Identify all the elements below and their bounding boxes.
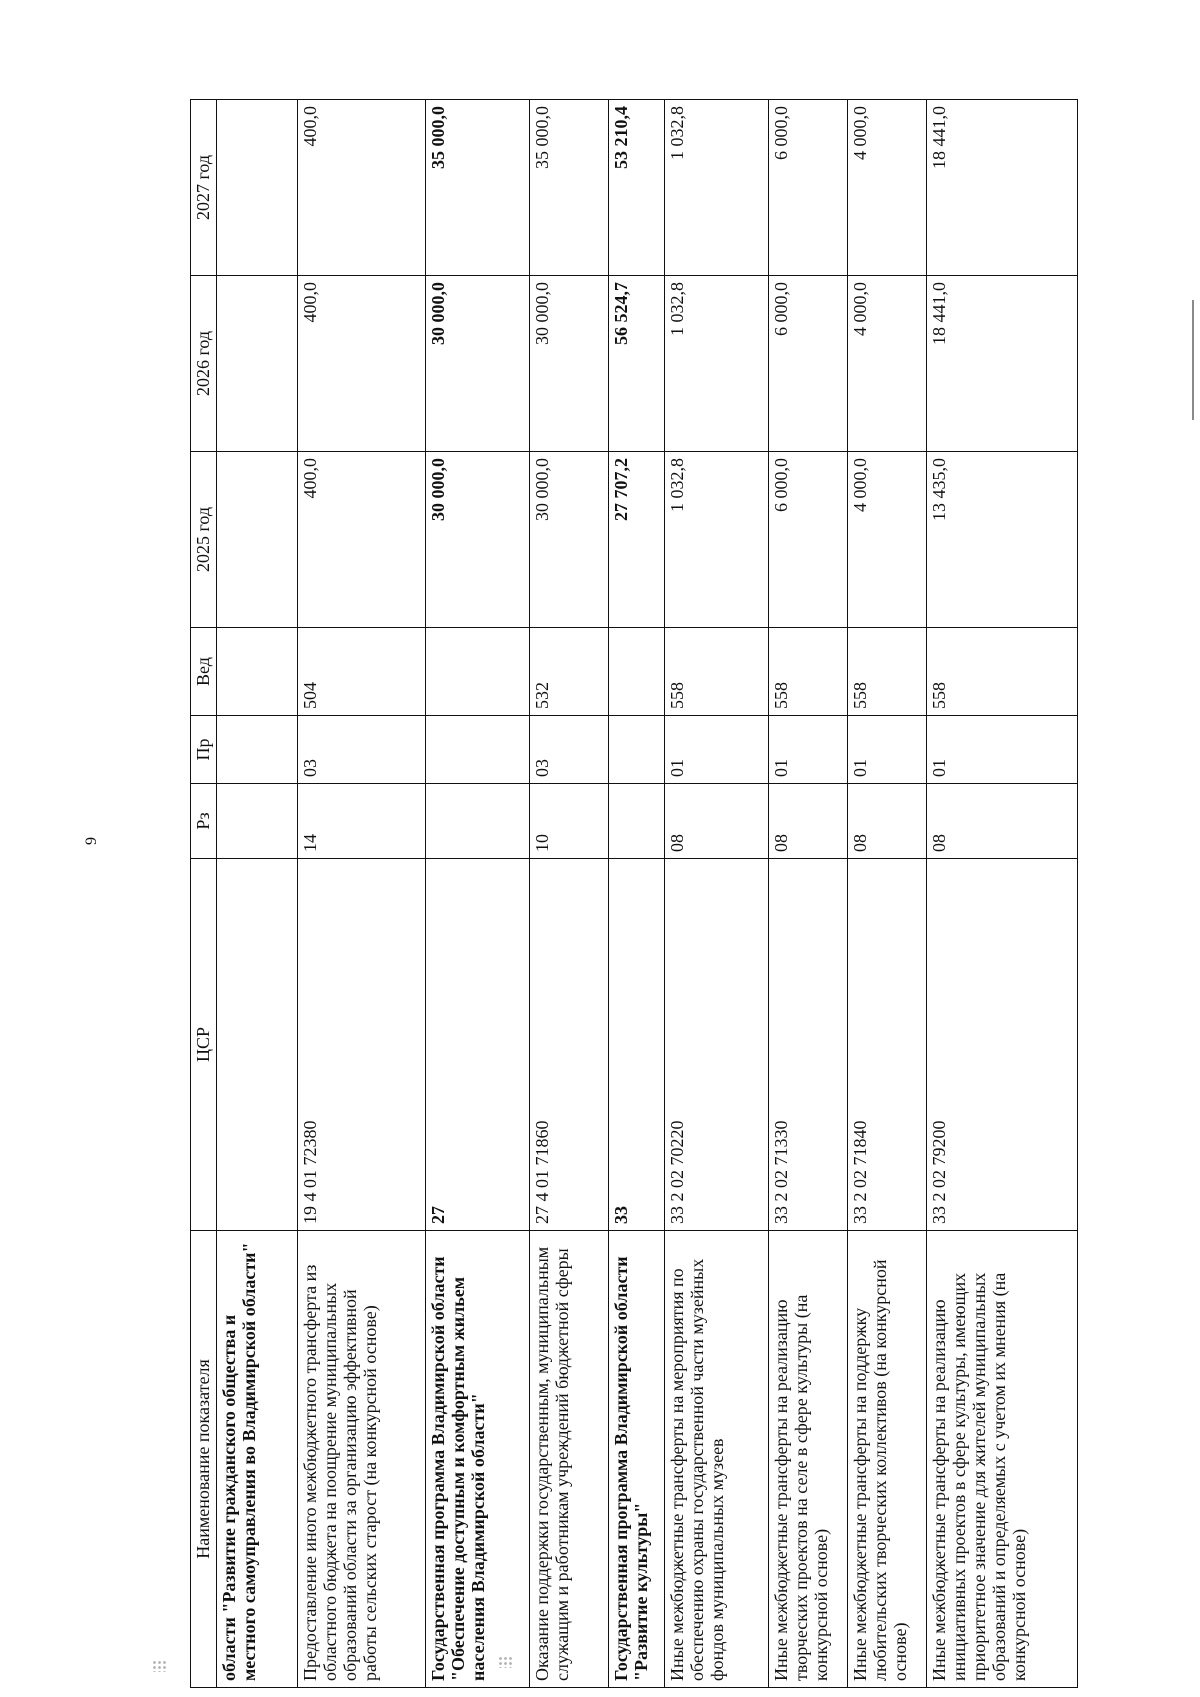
cell-y2026: 6 000,0 <box>768 276 847 452</box>
cell-y2025: 6 000,0 <box>768 452 847 628</box>
cell-y2026: 18 441,0 <box>926 276 1077 452</box>
budget-table <box>190 99 1078 1688</box>
cell-ved <box>609 628 664 716</box>
cell-y2026: 400,0 <box>297 276 425 452</box>
cell-y2025: 4 000,0 <box>847 452 926 628</box>
cell-y2025 <box>217 452 298 628</box>
header-2025: 2025 год <box>191 452 217 628</box>
cell-csr: 33 2 02 70220 <box>664 859 768 1231</box>
cell-y2025: 30 000,0 <box>425 452 529 628</box>
cell-y2026: 30 000,0 <box>425 276 529 452</box>
header-csr: ЦСР <box>191 859 217 1231</box>
cell-csr: 33 2 02 71840 <box>847 859 926 1231</box>
cell-rz: 08 <box>768 784 847 859</box>
cell-y2026 <box>217 276 298 452</box>
header-2026: 2026 год <box>191 276 217 452</box>
cell-name: Иные межбюджетные трансферты на реализацию инициативных проектов в сфере культуры, имеющих приоритетное значение для жителей муниципальных образований и определяемых с учетом их мнения (на конкурсной основе) <box>926 1231 1077 1688</box>
cell-rz: 08 <box>847 784 926 859</box>
cell-csr: 27 4 01 71860 <box>530 859 609 1231</box>
cell-y2027 <box>217 100 298 276</box>
cell-y2027: 18 441,0 <box>926 100 1077 276</box>
cell-rz: 10 <box>530 784 609 859</box>
cell-pr <box>425 716 529 784</box>
header-pr: Пр <box>191 716 217 784</box>
cell-pr: 03 <box>297 716 425 784</box>
table-row <box>847 100 926 1688</box>
cell-name: Государственная программа Владимирской области "Развитие культуры" <box>609 1231 664 1688</box>
cell-y2026: 30 000,0 <box>530 276 609 452</box>
cell-y2027: 4 000,0 <box>847 100 926 276</box>
table-row <box>664 100 768 1688</box>
cell-rz <box>609 784 664 859</box>
cell-pr <box>609 716 664 784</box>
cell-pr: 03 <box>530 716 609 784</box>
cell-ved <box>425 628 529 716</box>
header-2027: 2027 год <box>191 100 217 276</box>
cell-ved: 558 <box>768 628 847 716</box>
cell-ved: 504 <box>297 628 425 716</box>
cell-y2027: 1 032,8 <box>664 100 768 276</box>
cell-y2025: 30 000,0 <box>530 452 609 628</box>
cell-y2027: 6 000,0 <box>768 100 847 276</box>
table-row <box>609 100 664 1688</box>
cell-y2027: 400,0 <box>297 100 425 276</box>
table-header-row <box>191 100 217 1688</box>
cell-rz <box>217 784 298 859</box>
budget-table-rotated <box>190 100 1078 1688</box>
cell-name: Государственная программа Владимирской области "Обеспечение доступным и комфортным жильем населения Владимирской области" <box>425 1231 529 1688</box>
header-rz: Рз <box>191 784 217 859</box>
page-number: 9 <box>83 837 100 845</box>
cell-y2027: 35 000,0 <box>425 100 529 276</box>
cell-pr: 01 <box>664 716 768 784</box>
cell-pr: 01 <box>926 716 1077 784</box>
cell-y2026: 1 032,8 <box>664 276 768 452</box>
cell-rz: 08 <box>664 784 768 859</box>
table-row <box>297 100 425 1688</box>
cell-csr: 33 <box>609 859 664 1231</box>
cell-name: области "Развитие гражданского общества и местного самоуправления во Владимирской области" <box>217 1231 298 1688</box>
cell-y2025: 27 707,2 <box>609 452 664 628</box>
cell-rz: 14 <box>297 784 425 859</box>
cell-name: Иные межбюджетные трансферты на поддержку любительских творческих коллективов (на конкурсной основе) <box>847 1231 926 1688</box>
cell-csr <box>217 859 298 1231</box>
table-row <box>217 100 298 1688</box>
table-row <box>768 100 847 1688</box>
header-name: Наименование показателя <box>191 1231 217 1688</box>
cell-name: Оказание поддержки государственным, муниципальным служащим и работникам учреждений бюджетной сферы <box>530 1231 609 1688</box>
cell-y2025: 13 435,0 <box>926 452 1077 628</box>
cell-y2027: 53 210,4 <box>609 100 664 276</box>
cell-ved <box>217 628 298 716</box>
cell-name: Иные межбюджетные трансферты на реализацию творческих проектов на селе в сфере культуры (на конкурсной основе) <box>768 1231 847 1688</box>
cell-pr: 01 <box>847 716 926 784</box>
cell-y2027: 35 000,0 <box>530 100 609 276</box>
table-row <box>530 100 609 1688</box>
scan-edge-line <box>1192 300 1194 420</box>
cell-csr: 33 2 02 71330 <box>768 859 847 1231</box>
table-row <box>926 100 1077 1688</box>
cell-name: Предоставление иного межбюджетного трансферта из областного бюджета на поощрение муниципальных образований области за организацию эффективной работы сельских старост (на конкурсной основе) <box>297 1231 425 1688</box>
table-row <box>425 100 529 1688</box>
cell-y2026: 4 000,0 <box>847 276 926 452</box>
scan-speck <box>152 1660 168 1672</box>
cell-ved: 558 <box>926 628 1077 716</box>
cell-csr: 33 2 02 79200 <box>926 859 1077 1231</box>
cell-csr: 27 <box>425 859 529 1231</box>
cell-pr <box>217 716 298 784</box>
cell-y2026: 56 524,7 <box>609 276 664 452</box>
header-ved: Вед <box>191 628 217 716</box>
cell-y2025: 1 032,8 <box>664 452 768 628</box>
cell-ved: 558 <box>847 628 926 716</box>
cell-rz <box>425 784 529 859</box>
cell-name: Иные межбюджетные трансферты на мероприятия по обеспечению охраны государственной части музейных фондов муниципальных музеев <box>664 1231 768 1688</box>
cell-pr: 01 <box>768 716 847 784</box>
cell-ved: 558 <box>664 628 768 716</box>
cell-y2025: 400,0 <box>297 452 425 628</box>
cell-rz: 08 <box>926 784 1077 859</box>
cell-csr: 19 4 01 72380 <box>297 859 425 1231</box>
cell-ved: 532 <box>530 628 609 716</box>
